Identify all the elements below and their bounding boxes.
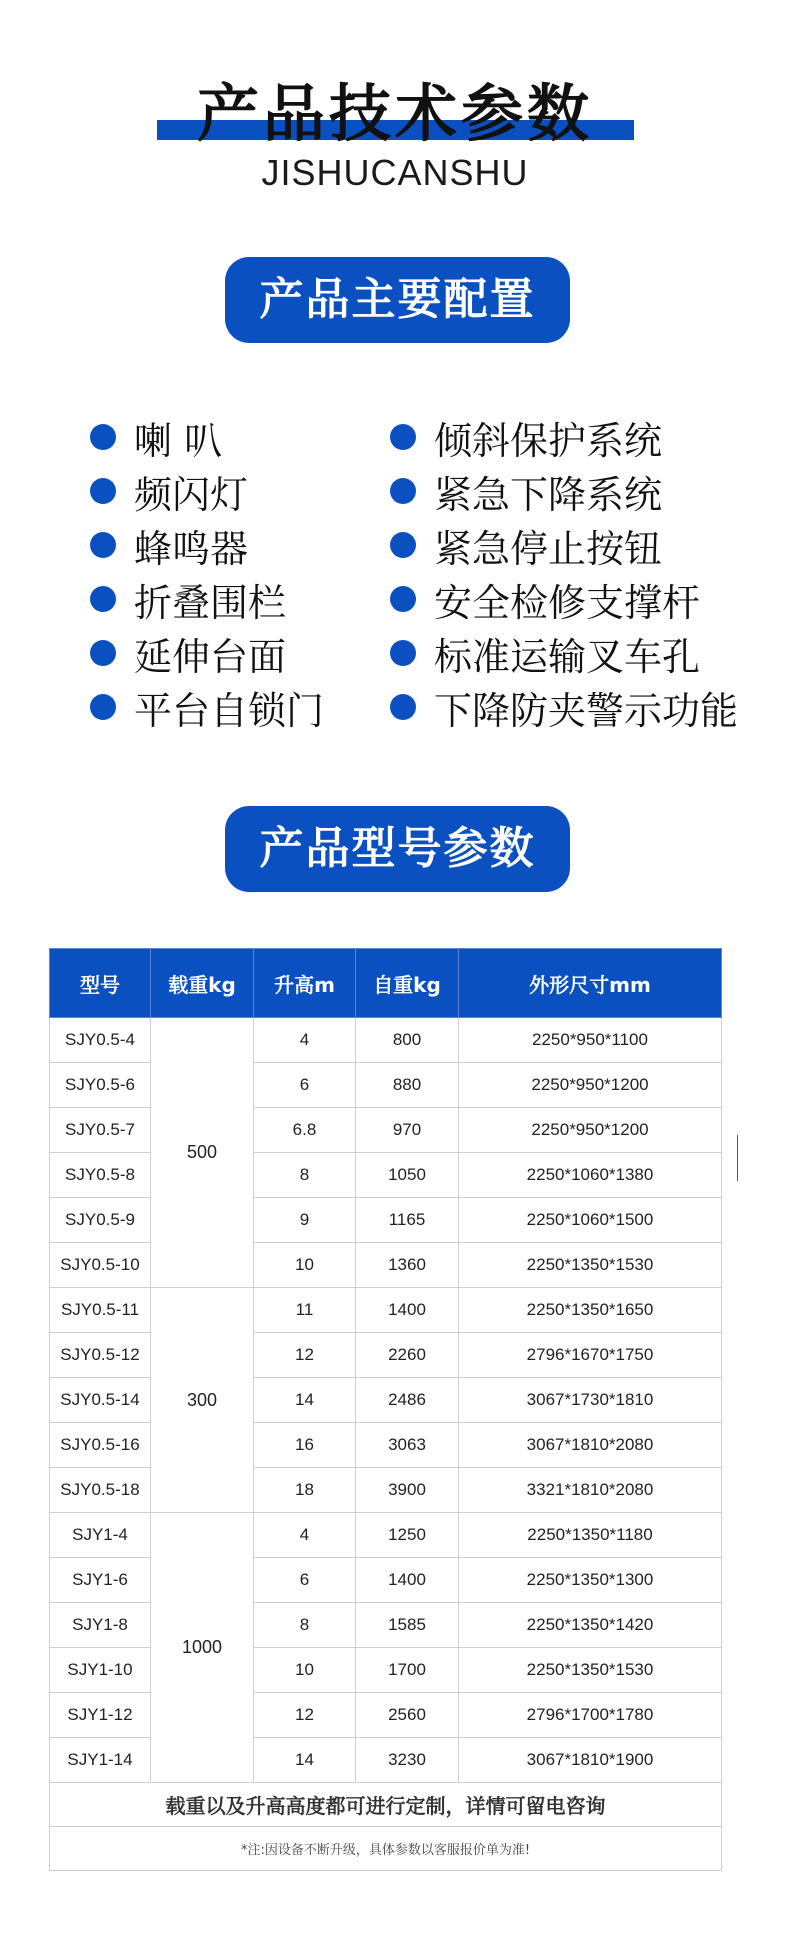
cell-weight: 2260	[356, 1333, 459, 1378]
table-row	[50, 1198, 722, 1243]
customization-note: 载重以及升高高度都可进行定制，详情可留电咨询	[50, 1783, 722, 1827]
cell-model: SJY0.5-6	[50, 1063, 151, 1108]
cell-model: SJY0.5-18	[50, 1468, 151, 1513]
feature-item	[390, 680, 738, 734]
feature-item	[90, 518, 324, 572]
table-row	[50, 1243, 722, 1288]
table-row	[50, 1648, 722, 1693]
cell-height: 12	[254, 1333, 356, 1378]
feature-label: 喇 叭	[134, 418, 223, 463]
spec-table	[49, 948, 722, 1871]
cell-weight: 3900	[356, 1468, 459, 1513]
feature-label: 频闪灯	[134, 472, 249, 517]
feature-item	[90, 680, 324, 734]
bullet-dot-icon	[390, 586, 416, 612]
cell-weight: 1165	[356, 1198, 459, 1243]
cell-size: 3067*1730*1810	[459, 1378, 722, 1423]
cell-load: 1000	[151, 1513, 254, 1783]
feature-label: 延伸台面	[134, 634, 287, 679]
table-row	[50, 1603, 722, 1648]
bullet-dot-icon	[390, 478, 416, 504]
model-section-heading: 产品型号参数	[225, 806, 570, 892]
cell-height: 14	[254, 1738, 356, 1783]
cell-model: SJY0.5-11	[50, 1288, 151, 1333]
cell-size: 2250*1350*1180	[459, 1513, 722, 1558]
feature-item	[90, 410, 324, 464]
cell-height: 10	[254, 1648, 356, 1693]
feature-item	[90, 626, 324, 680]
cell-weight: 2486	[356, 1378, 459, 1423]
bullet-dot-icon	[390, 424, 416, 450]
table-footer-row	[50, 1783, 722, 1827]
disclaimer-note: *注:因设备不断升级，具体参数以客服报价单为准!	[50, 1827, 722, 1871]
cell-size: 2796*1670*1750	[459, 1333, 722, 1378]
table-header-row	[50, 949, 722, 1018]
cell-weight: 1585	[356, 1603, 459, 1648]
cell-model: SJY1-8	[50, 1603, 151, 1648]
bullet-dot-icon	[90, 586, 116, 612]
column-header-weight: 自重kg	[356, 949, 459, 1018]
cell-model: SJY0.5-8	[50, 1153, 151, 1198]
feature-item	[90, 572, 324, 626]
table-row	[50, 1423, 722, 1468]
cell-size: 2250*950*1200	[459, 1063, 722, 1108]
feature-label: 安全检修支撑杆	[434, 580, 701, 625]
cell-height: 11	[254, 1288, 356, 1333]
feature-column-right	[390, 410, 738, 734]
feature-item	[390, 464, 738, 518]
cell-height: 8	[254, 1153, 356, 1198]
column-header-size: 外形尺寸mm	[459, 949, 722, 1018]
cell-weight: 3230	[356, 1738, 459, 1783]
table-row	[50, 1018, 722, 1063]
cell-size: 2250*950*1100	[459, 1018, 722, 1063]
cell-height: 14	[254, 1378, 356, 1423]
cell-model: SJY1-14	[50, 1738, 151, 1783]
feature-list	[90, 410, 770, 740]
cell-size: 2250*1350*1530	[459, 1243, 722, 1288]
bullet-dot-icon	[90, 424, 116, 450]
cell-height: 4	[254, 1513, 356, 1558]
cell-size: 2250*1350*1420	[459, 1603, 722, 1648]
bullet-dot-icon	[90, 532, 116, 558]
cell-model: SJY1-12	[50, 1693, 151, 1738]
table-row	[50, 1738, 722, 1783]
cell-size: 2796*1700*1780	[459, 1693, 722, 1738]
table-row	[50, 1288, 722, 1333]
feature-label: 倾斜保护系统	[434, 418, 663, 463]
cell-model: SJY0.5-9	[50, 1198, 151, 1243]
table-row	[50, 1333, 722, 1378]
feature-label: 折叠围栏	[134, 580, 287, 625]
feature-column-left	[90, 410, 324, 734]
cell-weight: 1050	[356, 1153, 459, 1198]
cell-size: 3321*1810*2080	[459, 1468, 722, 1513]
cell-size: 2250*1350*1650	[459, 1288, 722, 1333]
feature-item	[390, 518, 738, 572]
cell-height: 6	[254, 1558, 356, 1603]
bullet-dot-icon	[90, 694, 116, 720]
column-header-load: 载重kg	[151, 949, 254, 1018]
cell-weight: 800	[356, 1018, 459, 1063]
feature-item	[390, 572, 738, 626]
bullet-dot-icon	[390, 640, 416, 666]
column-header-height: 升高m	[254, 949, 356, 1018]
cell-model: SJY1-6	[50, 1558, 151, 1603]
cell-model: SJY0.5-16	[50, 1423, 151, 1468]
feature-item	[90, 464, 324, 518]
cell-weight: 1360	[356, 1243, 459, 1288]
table-row	[50, 1513, 722, 1558]
cell-size: 3067*1810*1900	[459, 1738, 722, 1783]
cell-weight: 880	[356, 1063, 459, 1108]
table-row	[50, 1063, 722, 1108]
feature-item	[390, 410, 738, 464]
cell-weight: 1250	[356, 1513, 459, 1558]
page-subtitle: JISHUCANSHU	[261, 152, 529, 193]
cell-height: 18	[254, 1468, 356, 1513]
feature-item	[390, 626, 738, 680]
cell-load: 300	[151, 1288, 254, 1513]
table-row	[50, 1108, 722, 1153]
feature-label: 蜂鸣器	[134, 526, 249, 571]
cell-model: SJY0.5-14	[50, 1378, 151, 1423]
table-row	[50, 1693, 722, 1738]
cell-height: 10	[254, 1243, 356, 1288]
cell-height: 6	[254, 1063, 356, 1108]
feature-label: 紧急停止按钮	[434, 526, 663, 571]
page-title-block	[0, 60, 790, 150]
cell-height: 12	[254, 1693, 356, 1738]
cell-size: 2250*950*1200	[459, 1108, 722, 1153]
cell-size: 2250*1350*1300	[459, 1558, 722, 1603]
cell-height: 6.8	[254, 1108, 356, 1153]
cell-size: 2250*1060*1500	[459, 1198, 722, 1243]
bullet-dot-icon	[390, 532, 416, 558]
cell-model: SJY0.5-4	[50, 1018, 151, 1063]
cell-height: 9	[254, 1198, 356, 1243]
feature-label: 紧急下降系统	[434, 472, 663, 517]
cell-size: 2250*1350*1530	[459, 1648, 722, 1693]
cell-weight: 1400	[356, 1288, 459, 1333]
cell-height: 16	[254, 1423, 356, 1468]
bullet-dot-icon	[90, 640, 116, 666]
cell-height: 4	[254, 1018, 356, 1063]
bullet-dot-icon	[390, 694, 416, 720]
feature-label: 平台自锁门	[134, 688, 325, 733]
feature-label: 标准运输叉车孔	[434, 634, 701, 679]
cell-model: SJY1-4	[50, 1513, 151, 1558]
cell-height: 8	[254, 1603, 356, 1648]
edge-divider	[737, 1135, 738, 1181]
feature-label: 下降防夹警示功能	[434, 688, 739, 733]
cell-size: 3067*1810*2080	[459, 1423, 722, 1468]
table-row	[50, 1558, 722, 1603]
cell-weight: 1400	[356, 1558, 459, 1603]
column-header-model: 型号	[50, 949, 151, 1018]
table-body	[50, 1018, 722, 1783]
page-title: 产品技术参数	[196, 77, 593, 150]
table-row	[50, 1468, 722, 1513]
table-row	[50, 1153, 722, 1198]
cell-weight: 970	[356, 1108, 459, 1153]
bullet-dot-icon	[90, 478, 116, 504]
cell-model: SJY1-10	[50, 1648, 151, 1693]
cell-weight: 2560	[356, 1693, 459, 1738]
cell-model: SJY0.5-10	[50, 1243, 151, 1288]
table-row	[50, 1378, 722, 1423]
cell-weight: 1700	[356, 1648, 459, 1693]
cell-load: 500	[151, 1018, 254, 1288]
cell-model: SJY0.5-12	[50, 1333, 151, 1378]
config-section-heading: 产品主要配置	[225, 257, 570, 343]
cell-model: SJY0.5-7	[50, 1108, 151, 1153]
table-footer-note-row	[50, 1827, 722, 1871]
cell-size: 2250*1060*1380	[459, 1153, 722, 1198]
cell-weight: 3063	[356, 1423, 459, 1468]
